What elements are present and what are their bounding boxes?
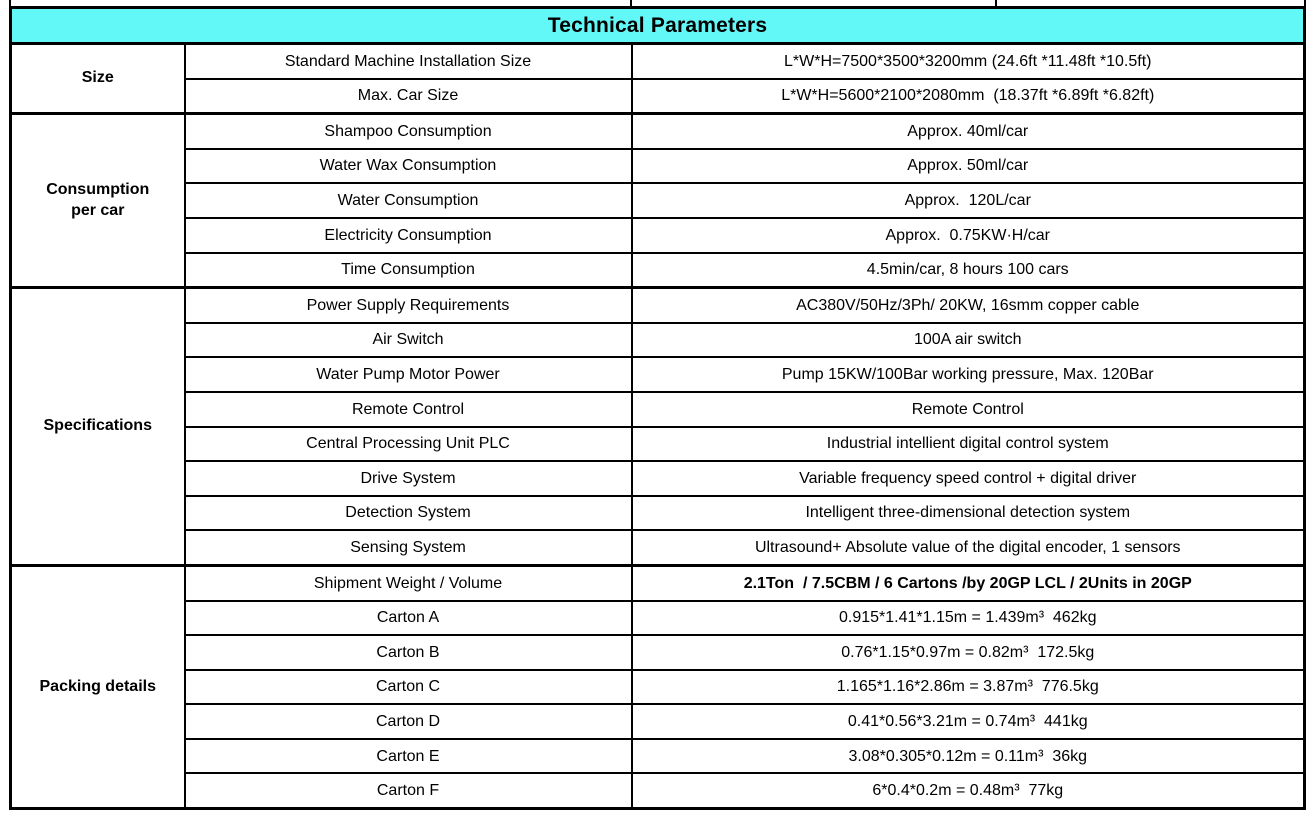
value-cell: Remote Control bbox=[632, 392, 1305, 427]
value-cell: Approx. 0.75KW·H/car bbox=[632, 218, 1305, 253]
value-cell: L*W*H=7500*3500*3200mm (24.6ft *11.48ft *10.5ft) bbox=[632, 44, 1305, 79]
param-cell: Power Supply Requirements bbox=[185, 288, 632, 323]
param-cell: Water Pump Motor Power bbox=[185, 357, 632, 392]
table-row bbox=[11, 739, 1305, 774]
value-cell: 0.915*1.41*1.15m = 1.439m³ 462kg bbox=[632, 601, 1305, 636]
table-row bbox=[11, 79, 1305, 114]
param-cell: Carton C bbox=[185, 670, 632, 705]
table-row bbox=[11, 601, 1305, 636]
param-cell: Carton A bbox=[185, 601, 632, 636]
param-cell: Carton D bbox=[185, 704, 632, 739]
param-cell: Shipment Weight / Volume bbox=[185, 565, 632, 600]
group-label-text: Size bbox=[81, 69, 114, 87]
table-row bbox=[11, 704, 1305, 739]
table-row bbox=[11, 635, 1305, 670]
value-cell: 4.5min/car, 8 hours 100 cars bbox=[632, 253, 1305, 288]
param-cell: Carton F bbox=[185, 773, 632, 808]
param-cell: Air Switch bbox=[185, 323, 632, 358]
table-row bbox=[11, 530, 1305, 565]
param-cell: Water Consumption bbox=[185, 183, 632, 218]
table-row bbox=[11, 357, 1305, 392]
param-cell: Max. Car Size bbox=[185, 79, 632, 114]
group-label-packing-details bbox=[11, 565, 185, 808]
table-row bbox=[11, 565, 1305, 600]
table-row bbox=[11, 114, 1305, 149]
table-row bbox=[11, 461, 1305, 496]
param-cell: Shampoo Consumption bbox=[185, 114, 632, 149]
table-row bbox=[11, 670, 1305, 705]
param-cell: Remote Control bbox=[185, 392, 632, 427]
value-cell: Industrial intellient digital control system bbox=[632, 427, 1305, 462]
group-label-text: Consumption per car bbox=[46, 180, 150, 219]
table-row bbox=[11, 149, 1305, 184]
table-row bbox=[11, 253, 1305, 288]
param-cell: Carton E bbox=[185, 739, 632, 774]
param-cell: Standard Machine Installation Size bbox=[185, 44, 632, 79]
value-cell: 0.76*1.15*0.97m = 0.82m³ 172.5kg bbox=[632, 635, 1305, 670]
value-cell: Approx. 120L/car bbox=[632, 183, 1305, 218]
value-cell: AC380V/50Hz/3Ph/ 20KW, 16smm copper cable bbox=[632, 288, 1305, 323]
value-cell: 6*0.4*0.2m = 0.48m³ 77kg bbox=[632, 773, 1305, 808]
param-cell: Detection System bbox=[185, 496, 632, 531]
table-row bbox=[11, 218, 1305, 253]
table-row bbox=[11, 44, 1305, 79]
technical-parameters-table bbox=[9, 6, 1306, 810]
value-cell: 0.41*0.56*3.21m = 0.74m³ 441kg bbox=[632, 704, 1305, 739]
value-cell: L*W*H=5600*2100*2080mm (18.37ft *6.89ft *6.82ft) bbox=[632, 79, 1305, 114]
group-label-text: Specifications bbox=[43, 417, 152, 435]
group-label-text: Packing details bbox=[39, 677, 156, 695]
table-title: Technical Parameters bbox=[11, 8, 1305, 44]
table-row bbox=[11, 427, 1305, 462]
table-row bbox=[11, 323, 1305, 358]
value-cell: Ultrasound+ Absolute value of the digital encoder, 1 sensors bbox=[632, 530, 1305, 565]
group-label-specifications bbox=[11, 288, 185, 566]
group-label-size bbox=[11, 44, 185, 114]
param-cell: Time Consumption bbox=[185, 253, 632, 288]
table-row bbox=[11, 288, 1305, 323]
param-cell: Electricity Consumption bbox=[185, 218, 632, 253]
table-row bbox=[11, 392, 1305, 427]
group-label-consumption-per-car bbox=[11, 114, 185, 288]
table-row bbox=[11, 183, 1305, 218]
table-row bbox=[11, 496, 1305, 531]
param-cell: Drive System bbox=[185, 461, 632, 496]
param-cell: Sensing System bbox=[185, 530, 632, 565]
param-cell: Water Wax Consumption bbox=[185, 149, 632, 184]
value-cell: Intelligent three-dimensional detection system bbox=[632, 496, 1305, 531]
value-cell: Approx. 40ml/car bbox=[632, 114, 1305, 149]
value-cell: Variable frequency speed control + digital driver bbox=[632, 461, 1305, 496]
value-cell: Approx. 50ml/car bbox=[632, 149, 1305, 184]
param-cell: Carton B bbox=[185, 635, 632, 670]
table-header-row bbox=[11, 8, 1305, 44]
value-cell: 100A air switch bbox=[632, 323, 1305, 358]
value-cell: 3.08*0.305*0.12m = 0.11m³ 36kg bbox=[632, 739, 1305, 774]
value-cell: 1.165*1.16*2.86m = 3.87m³ 776.5kg bbox=[632, 670, 1305, 705]
value-cell: Pump 15KW/100Bar working pressure, Max. 120Bar bbox=[632, 357, 1305, 392]
value-cell-shipment: 2.1Ton / 7.5CBM / 6 Cartons /by 20GP LCL / 2Units in 20GP bbox=[632, 565, 1305, 600]
param-cell: Central Processing Unit PLC bbox=[185, 427, 632, 462]
table-row bbox=[11, 773, 1305, 808]
